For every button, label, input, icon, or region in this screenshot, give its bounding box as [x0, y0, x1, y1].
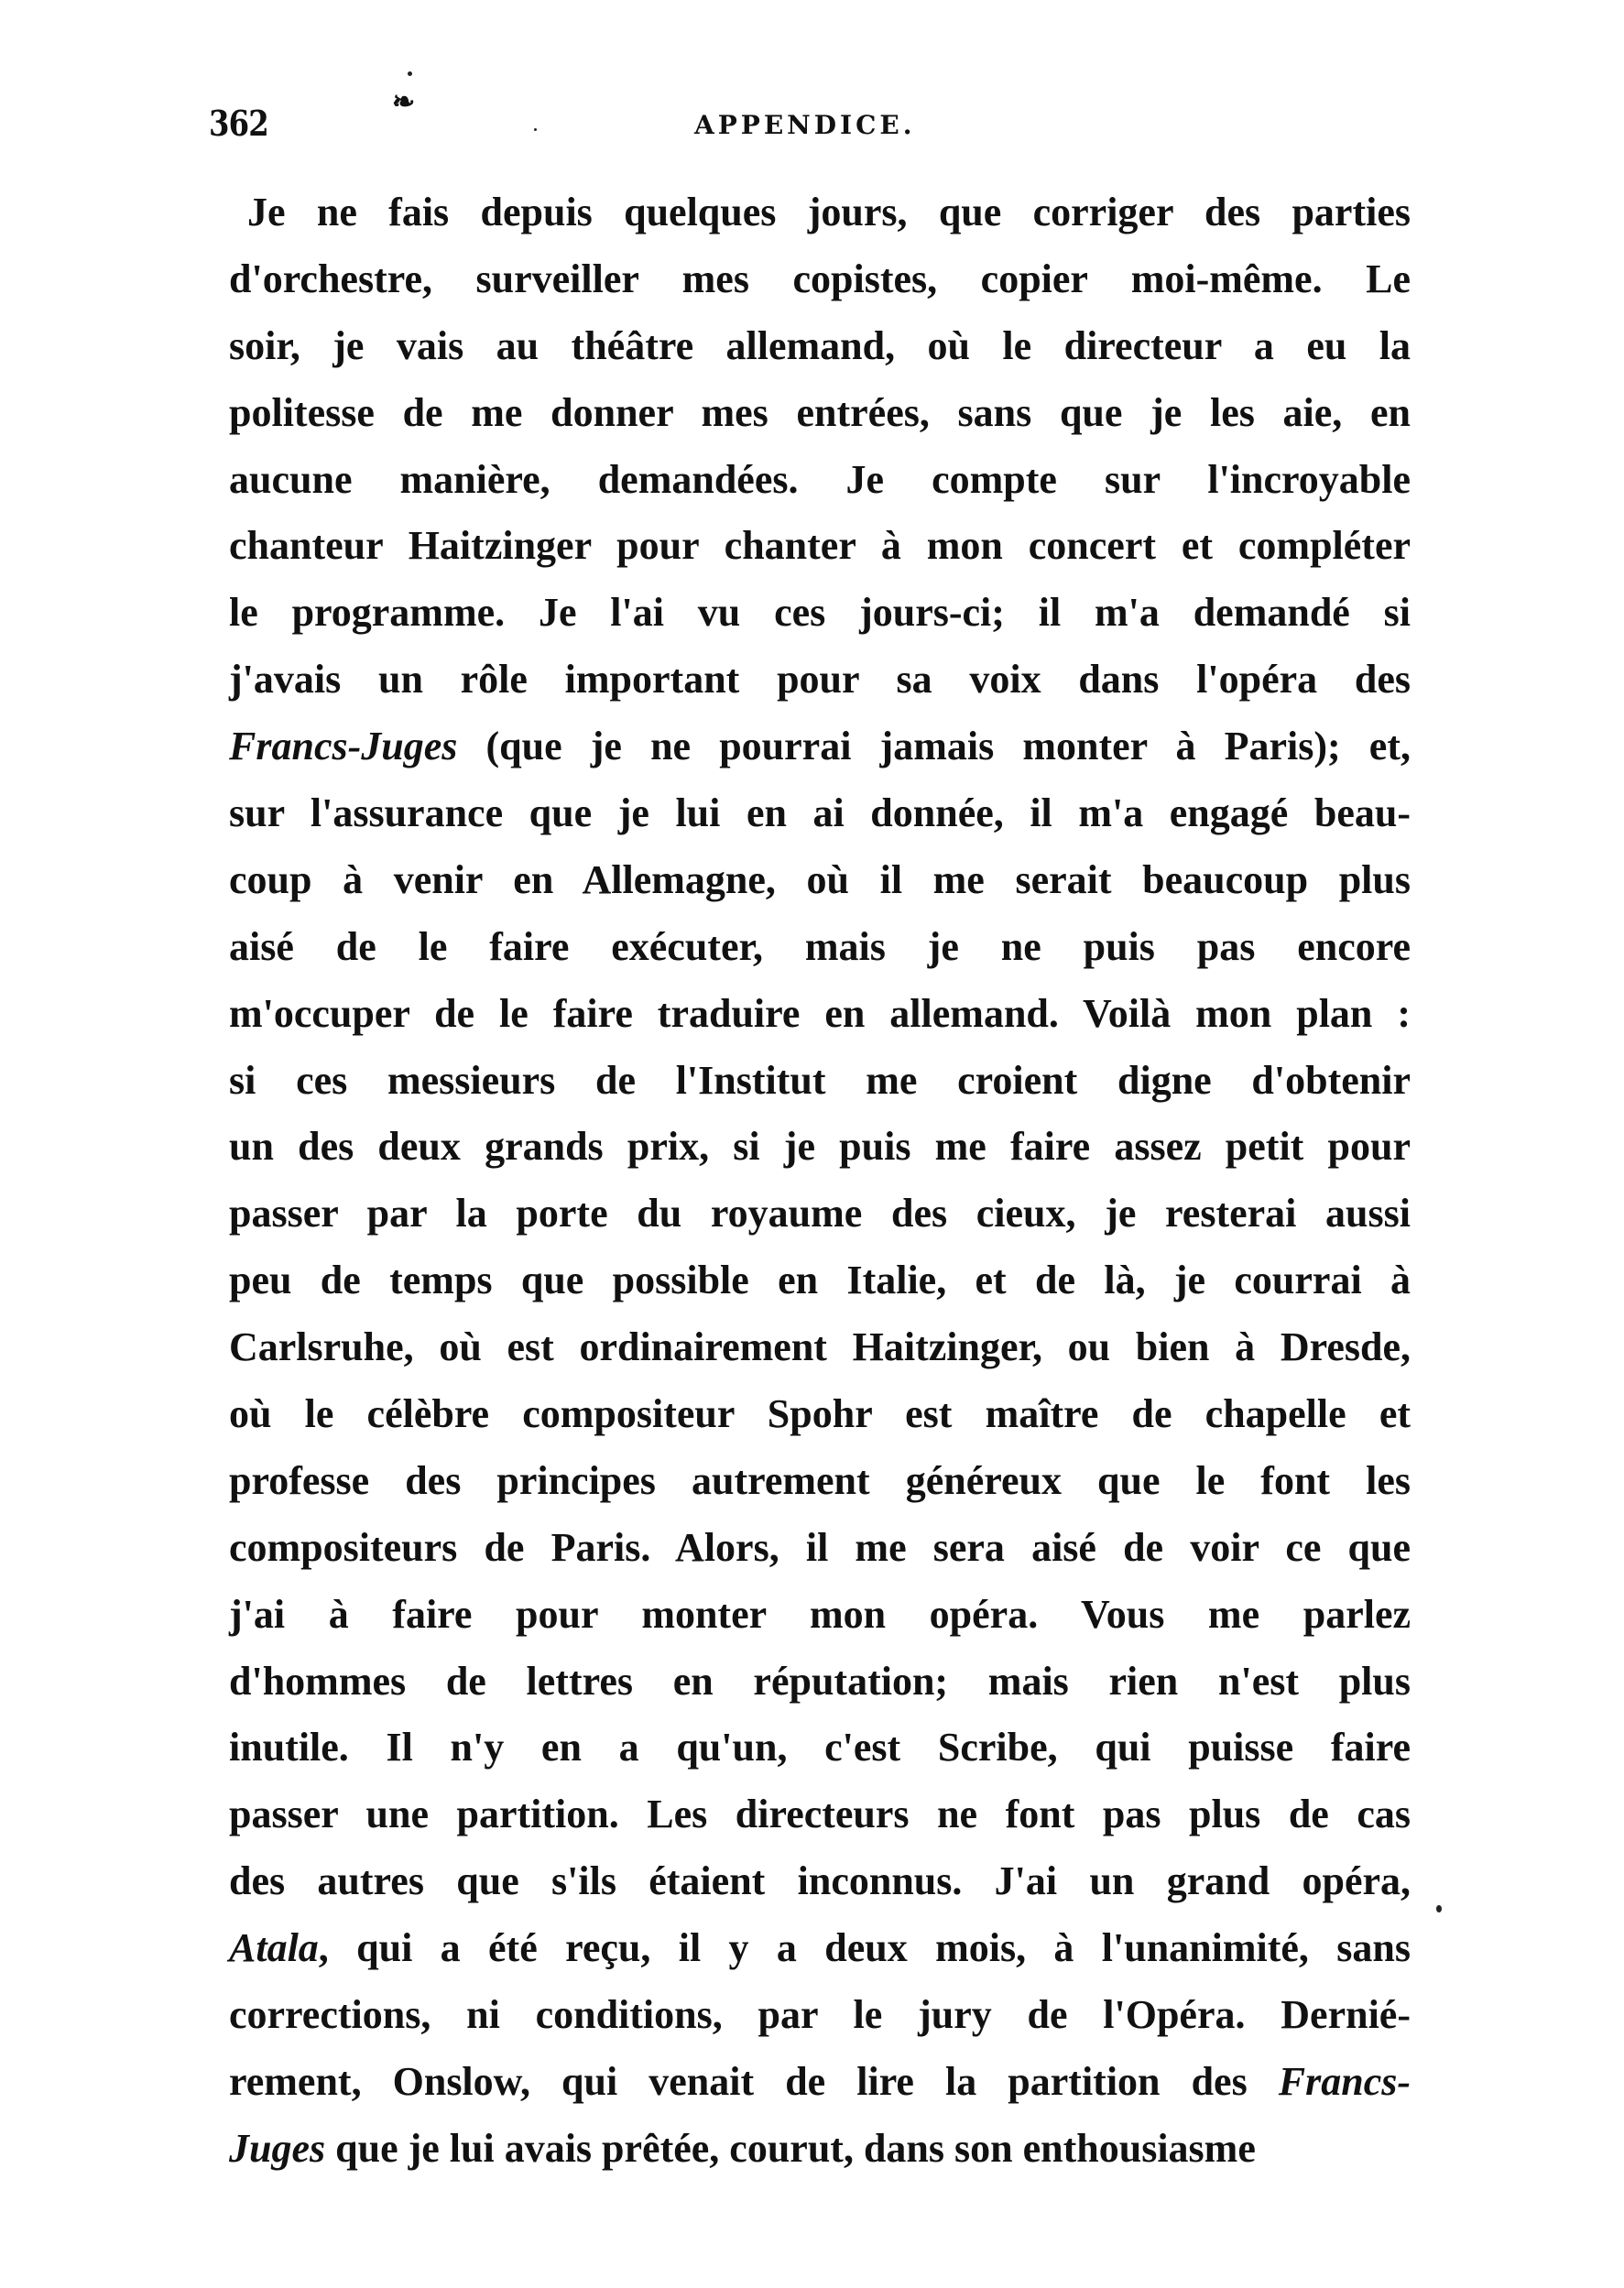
running-title: APPENDICE. [694, 110, 916, 140]
text-line: d'orchestre, surveiller mes copistes, copier moi-même. Le [229, 256, 1411, 301]
text-line: coup à venir en Allemagne, où il me serait beaucoup plus [229, 856, 1411, 902]
scan-speck [534, 128, 537, 131]
text-line: professe des principes autrement généreux que le font les [229, 1457, 1411, 1503]
text-line: aisé de le faire exécuter, mais je ne puis pas encore [229, 923, 1411, 969]
text-line: où le célèbre compositeur Spohr est maître de chapelle et [229, 1391, 1411, 1437]
text-line [229, 2049, 1411, 2116]
text-line: soir, je vais au théâtre allemand, où le directeur a eu la [229, 322, 1411, 368]
text-line [229, 2116, 1411, 2183]
text-line [229, 1915, 1411, 1982]
page-number: 362 [209, 103, 268, 144]
text-line: passer une partition. Les directeurs ne font pas plus de cas [229, 1792, 1411, 1837]
text-line: des autres que s'ils étaient inconnus. J'ai un grand opéra, [229, 1858, 1411, 1904]
text-line: aucune manière, demandées. Je compte sur l'incroyable [229, 456, 1411, 502]
text-segment: que je lui avais prêtée, courut, dans son enthousiasme [325, 2125, 1256, 2171]
text-line: m'occuper de le faire traduire en allemand. Voilà mon plan : [229, 990, 1411, 1036]
text-segment: rement, Onslow, qui venait de lire la partition des [229, 2058, 1279, 2104]
text-line [229, 714, 1411, 780]
text-line: j'ai à faire pour monter mon opéra. Vous me parlez [229, 1591, 1411, 1637]
text-line: peu de temps que possible en Italie, et de là, je courrai à [229, 1258, 1411, 1303]
text-segment: , qui a été reçu, il y a deux mois, à l'unanimité, sans [318, 1925, 1411, 1971]
text-line: politesse de me donner mes entrées, sans que je les aie, en [229, 389, 1411, 435]
text-line: compositeurs de Paris. Alors, il me sera aisé de voir ce que [229, 1524, 1411, 1570]
text-line: Je ne fais depuis quelques jours, que corriger des parties [247, 190, 1411, 234]
italic-title: Francs-Juges [229, 724, 458, 769]
ornament-icon: ❧ [392, 86, 416, 118]
text-line: chanteur Haitzinger pour chanter à mon concert et compléter [229, 523, 1411, 569]
text-line: le programme. Je l'ai vu ces jours-ci; il m'a demandé si [229, 590, 1411, 636]
body-text [229, 180, 1411, 2183]
text-line: d'hommes de lettres en réputation; mais rien n'est plus [229, 1658, 1411, 1704]
text-line: un des deux grands prix, si je puis me faire assez petit pour [229, 1124, 1411, 1170]
text-line: sur l'assurance que je lui en ai donnée, il m'a engagé beau- [229, 790, 1411, 836]
text-line: corrections, ni conditions, par le jury de l'Opéra. Dernié- [229, 1992, 1411, 2038]
text-line: inutile. Il n'y en a qu'un, c'est Scribe, qui puisse faire [229, 1725, 1411, 1770]
scan-speck [408, 71, 412, 76]
text-line: si ces messieurs de l'Institut me croient digne d'obtenir [229, 1057, 1411, 1103]
text-segment: (que je ne pourrai jamais monter à Paris); et, [457, 724, 1411, 769]
italic-title: Atala [229, 1925, 319, 1971]
italic-title: Francs- [1278, 2058, 1411, 2104]
running-head [209, 86, 1418, 148]
text-line: Carlsruhe, où est ordinairement Haitzinger, ou bien à Dresde, [229, 1324, 1411, 1370]
text-line: passer par la porte du royaume des cieux, je resterai aussi [229, 1191, 1411, 1237]
italic-title: Juges [229, 2125, 326, 2171]
text-line: j'avais un rôle important pour sa voix dans l'opéra des [229, 657, 1411, 703]
scan-speck [1436, 1905, 1442, 1912]
